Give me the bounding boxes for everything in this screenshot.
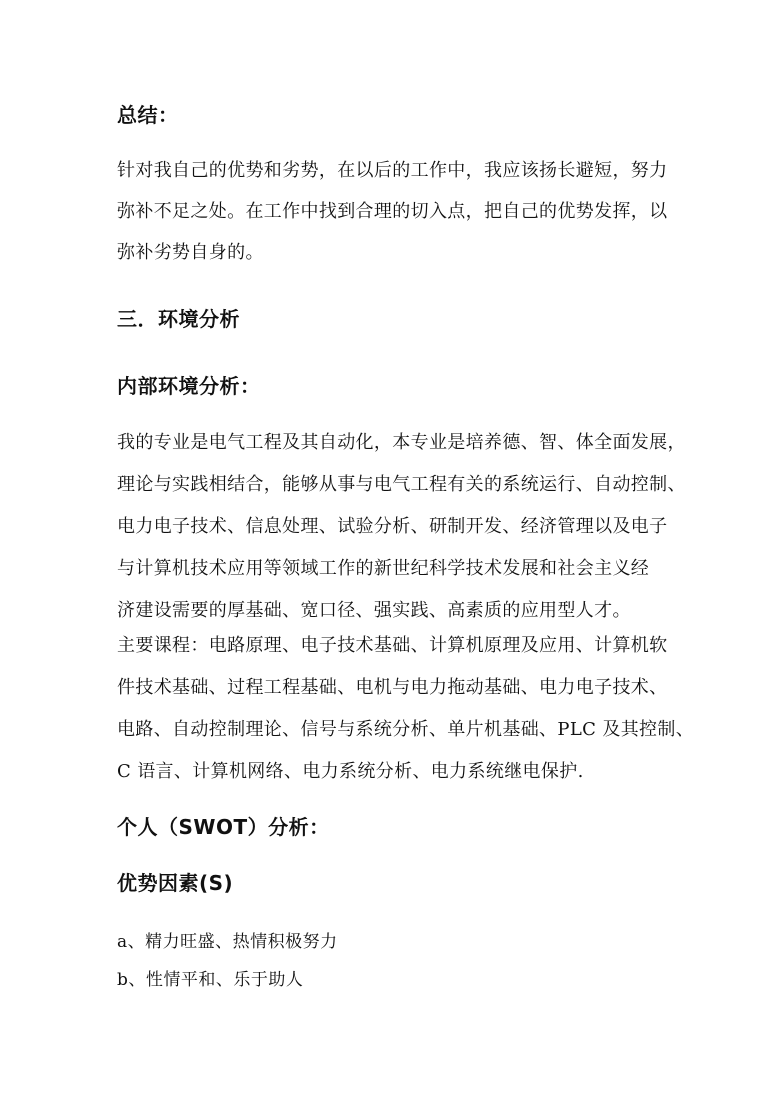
course-line: 件技术基础、过程工程基础、电机与电力拖动基础、电力电子技术、: [117, 677, 668, 698]
swot-heading: 个人（SWOT）分析：: [117, 815, 330, 839]
intro-line: 济建设需要的厚基础、宽口径、强实践、高素质的应用型人才。: [117, 600, 631, 621]
summary-line: 弥补劣势自身的。: [117, 242, 264, 263]
summary-heading: 总结：: [117, 103, 179, 127]
intro-line: 我的专业是电气工程及其自动化，本专业是培养德、智、体全面发展，: [117, 432, 686, 453]
course-line: C 语言、计算机网络、电力系统分析、电力系统继电保护.: [117, 761, 584, 782]
section-heading-environment: 三．环境分析: [117, 307, 240, 331]
summary-paragraph: [117, 150, 668, 273]
intro-line: 电力电子技术、信息处理、试验分析、研制开发、经济管理以及电子: [117, 516, 668, 537]
internal-analysis-heading: 内部环境分析：: [117, 374, 261, 398]
strengths-heading: 优势因素(S): [117, 871, 234, 895]
strength-item: a、精力旺盛、热情积极努力: [117, 932, 338, 952]
courses-paragraph: [117, 625, 694, 793]
summary-line: 针对我自己的优势和劣势，在以后的工作中，我应该扬长避短，努力: [117, 160, 668, 181]
intro-line: 与计算机技术应用等领域工作的新世纪科学技术发展和社会主义经: [117, 558, 650, 579]
major-intro-paragraph: [117, 422, 686, 632]
course-line: 电路、自动控制理论、信号与系统分析、单片机基础、PLC 及其控制、: [117, 719, 695, 740]
course-line: 主要课程：电路原理、电子技术基础、计算机原理及应用、计算机软: [117, 635, 668, 656]
intro-line: 理论与实践相结合，能够从事与电气工程有关的系统运行、自动控制、: [117, 474, 686, 495]
strength-item: b、性情平和、乐于助人: [117, 970, 304, 990]
summary-line: 弥补不足之处。在工作中找到合理的切入点，把自己的优势发挥，以: [117, 201, 668, 222]
